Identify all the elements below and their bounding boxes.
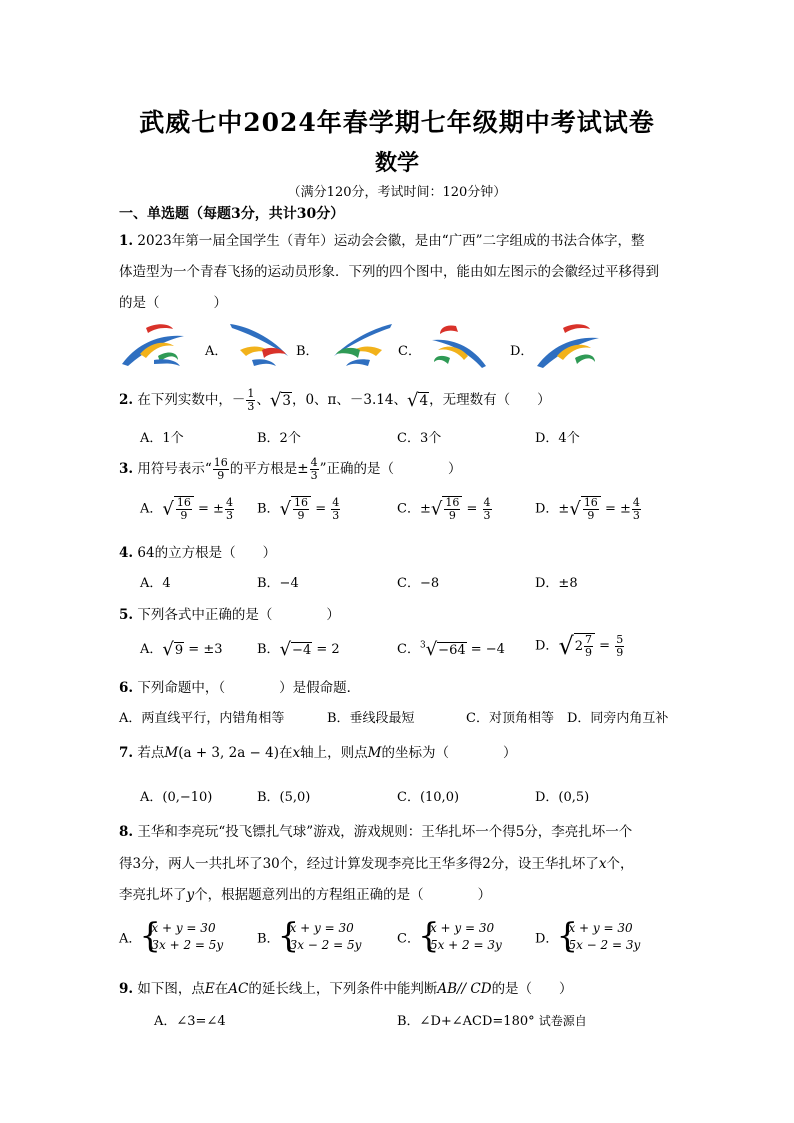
q5-d-den: 9 <box>585 646 593 659</box>
q3-option-b[interactable] <box>257 496 341 522</box>
q8-option-b[interactable] <box>257 920 361 954</box>
q2-option-d[interactable]: D．4个 <box>535 431 580 446</box>
q3-text-b: 的平方根是± <box>229 461 309 477</box>
q1-option-b-logo <box>328 320 394 370</box>
q5-a-rhs: = ±3 <box>188 642 223 657</box>
q7-axis: x <box>292 745 301 761</box>
q2-stem <box>119 388 551 413</box>
q4-number: 4. <box>119 545 134 561</box>
q8-text3a: 李亮扎坏了 <box>119 887 187 903</box>
q3-text-c: ”正确的是（ ） <box>319 461 462 477</box>
q7-text-c: 轴上，则点 <box>300 745 368 761</box>
q4-text: 64的立方根是（ ） <box>137 545 277 561</box>
q1-option-d-logo <box>533 320 601 370</box>
q8-a-label: A． <box>119 931 142 947</box>
q5-text: 下列各式中正确的是（ ） <box>137 607 340 623</box>
q6-text: 下列命题中，（ ）是假命题． <box>137 680 361 696</box>
q5-option-d[interactable]: D．√2 $\frac{7}{9}$ = $\frac{5}{9}$ <box>535 632 624 660</box>
q3-d-rnum: 4 <box>632 495 640 509</box>
q1-option-d[interactable]: D． <box>510 344 534 359</box>
q3-b-num: 16 <box>294 496 309 509</box>
exam-info: （满分120分，考试时间：120分钟） <box>287 185 507 200</box>
q2-option-c[interactable]: C．3个 <box>397 431 442 446</box>
q8-number: 8. <box>119 824 134 840</box>
q8-text2b: 个， <box>606 856 634 872</box>
q3-option-c[interactable] <box>397 496 493 522</box>
q9-option-a[interactable]: A．∠3=∠4 <box>154 1014 226 1029</box>
q9-number: 9. <box>119 981 134 997</box>
q2-sqrt-3: √3 <box>269 390 291 411</box>
q9-text-a: 如下图，点 <box>137 981 205 997</box>
q2-sqrt-4: √4 <box>407 390 429 411</box>
q3-d-num: 16 <box>583 496 598 509</box>
q5-option-b[interactable]: B．√−4 = 2 <box>257 639 340 660</box>
q5-d-label: D． <box>535 638 559 654</box>
q3-d-rden: 3 <box>632 508 640 522</box>
q8-line3 <box>119 883 491 903</box>
q8-var-y: y <box>186 887 195 903</box>
q3-a-num: 16 <box>176 496 191 509</box>
section-heading: 一、单选题（每题3分，共计30分） <box>119 206 345 222</box>
q2-option-b[interactable]: B．2个 <box>257 431 301 446</box>
q5-d-rden: 9 <box>616 645 624 659</box>
q1-option-c-logo <box>428 322 490 370</box>
q6-number: 6. <box>119 680 134 696</box>
q7-option-d[interactable]: D．(0,5) <box>535 790 590 805</box>
q8-c-eq1: { x + y = 30 <box>429 921 495 935</box>
q5-c-label: C． <box>397 642 420 657</box>
q8-d-eq1: { x + y = 30 <box>568 921 633 935</box>
q1-line1 <box>119 229 645 249</box>
q3-text-a: 用符号表示“ <box>137 461 212 477</box>
q3-d-label: D．± <box>535 501 570 517</box>
q5-d-rnum: 5 <box>616 632 624 646</box>
q3-b-sqrt: √ $\frac{16}{9}$ <box>280 496 311 522</box>
q3-c-rnum: 4 <box>483 495 491 509</box>
q3-b-den: 9 <box>297 509 305 522</box>
q3-a-label: A． <box>140 501 163 517</box>
q8-option-c[interactable] <box>397 920 502 954</box>
q8-d-label: D． <box>535 931 559 947</box>
q8-b-eq1: { x + y = 30 <box>289 921 354 935</box>
q8-a-system <box>141 920 223 954</box>
q7-point-2: M <box>367 745 382 761</box>
q5-b-radicand: −4 <box>292 642 312 658</box>
q7-option-a[interactable]: A．(0,−10) <box>140 790 213 805</box>
q3-d-mid: = ± <box>604 501 631 517</box>
q4-option-b[interactable]: B．−4 <box>257 576 299 591</box>
q1-option-c[interactable]: C． <box>398 344 421 359</box>
q6-option-c[interactable]: C．对顶角相等 <box>466 711 554 726</box>
q8-d-system <box>558 920 640 954</box>
q8-line1 <box>119 820 632 840</box>
q3-option-a[interactable] <box>140 496 235 522</box>
q4-option-d[interactable]: D．±8 <box>535 576 578 591</box>
q8-var-x: x <box>598 856 607 872</box>
q1-option-a-logo <box>228 320 293 370</box>
q5-a-label: A． <box>140 642 163 657</box>
q3-a-den: 9 <box>180 509 188 522</box>
q3-frac-16-9 <box>213 457 229 482</box>
q3-c-rden: 3 <box>483 508 491 522</box>
q1-line3: 的是（ ） <box>119 295 227 311</box>
q3-b-mid: = <box>315 501 327 517</box>
q9-line-ac: AC <box>228 981 249 997</box>
q1-line2: 体造型为一个青春飞扬的运动员形象．下列的四个图中，能由如左图示的会徽经过平移得到 <box>119 264 659 280</box>
q3-c-den: 9 <box>448 509 456 522</box>
q3-c-mid: = <box>466 501 478 517</box>
q8-c-eq2: 5x + 2 = 3y <box>429 938 502 952</box>
q8-text1: 王华和李亮玩“投飞镖扎气球”游戏，游戏规则：王华扎坏一个得5分，李亮扎坏一个 <box>137 824 633 840</box>
q5-c-rhs: = −4 <box>470 642 505 657</box>
exam-title: 武威七中2024年春学期七年级期中考试试卷 <box>139 108 655 137</box>
q5-option-c[interactable]: C．$^3$√−64 = −4 <box>397 639 505 660</box>
q3-frac2-num: 4 <box>310 456 318 469</box>
q5-number: 5. <box>119 607 134 623</box>
q2-text-d: ，无理数有（ ） <box>429 392 551 408</box>
q5-option-a[interactable]: A．√9 = ±3 <box>140 639 223 660</box>
q9-point-e: E <box>204 981 215 997</box>
q7-text-d: 的坐标为（ ） <box>381 745 517 761</box>
q8-a-eq2: 3x + 2 = 5y <box>151 938 224 952</box>
q3-d-sqrt: √ $\frac{16}{9}$ <box>569 496 600 522</box>
q3-a-mid: = ± <box>198 501 224 517</box>
q4-option-a[interactable]: A．4 <box>140 576 171 591</box>
q9-b-tail: 试卷源自 <box>538 1014 587 1028</box>
q6-option-d[interactable]: D．同旁内角互补 <box>567 711 669 726</box>
q1-text1: 2023年第一届全国学生（青年）运动会会徽，是由“广西”二字组成的书法合体字，整 <box>137 233 645 249</box>
q8-c-label: C． <box>397 931 420 947</box>
q7-option-b[interactable]: B．(5,0) <box>257 790 311 805</box>
q3-b-label: B． <box>257 501 280 517</box>
q8-b-system <box>280 920 362 954</box>
q5-a-radicand: 9 <box>174 642 184 658</box>
q2-option-a[interactable]: A．1个 <box>140 431 184 446</box>
q9-condition: AB// CD <box>437 981 492 997</box>
q5-b-rhs: = 2 <box>316 642 340 657</box>
q2-frac-den: 3 <box>247 400 255 413</box>
q5-d-int: 2 <box>574 639 584 654</box>
q3-c-num: 16 <box>445 496 460 509</box>
q2-sqrt-3-radicand: 3 <box>282 393 291 409</box>
q8-option-a[interactable] <box>119 920 223 954</box>
q7-option-c[interactable]: C．(10,0) <box>397 790 460 805</box>
q4-stem <box>119 541 276 561</box>
q7-coord: (a + 3, 2a − 4) <box>178 745 279 761</box>
q3-option-d[interactable] <box>535 496 642 522</box>
q2-text-a: 在下列实数中，－ <box>137 392 246 408</box>
q8-d-eq2: 5x − 2 = 3y <box>568 938 641 952</box>
q3-frac2-den: 3 <box>310 469 318 482</box>
q3-frac1-num: 16 <box>213 456 228 469</box>
q6-stem <box>119 676 360 696</box>
q5-b-label: B． <box>257 642 280 657</box>
q7-stem <box>119 741 516 761</box>
q3-d-den: 9 <box>587 509 595 522</box>
q2-fraction <box>246 388 255 413</box>
q8-line2 <box>119 852 633 872</box>
q2-number: 2. <box>119 392 134 408</box>
q3-number: 3. <box>119 461 134 477</box>
q8-text2a: 得3分，两人一共扎坏了30个，经过计算发现李亮比王华多得2分，设王华扎坏了 <box>119 856 599 872</box>
q9-stem <box>119 977 573 997</box>
q3-a-rden: 3 <box>225 508 233 522</box>
q8-c-system <box>420 920 502 954</box>
q3-stem <box>119 457 462 482</box>
q2-sqrt-4-radicand: 4 <box>419 393 429 409</box>
q1-option-a[interactable]: A． <box>205 344 228 359</box>
q3-frac1-den: 9 <box>217 469 225 482</box>
q1-number: 1. <box>119 233 134 249</box>
q7-number: 7. <box>119 745 134 761</box>
q5-stem <box>119 603 340 623</box>
q2-text-b: 、 <box>256 392 270 408</box>
q1-original-logo <box>118 320 188 370</box>
q8-option-d[interactable] <box>535 920 640 954</box>
q5-c-index: 3 <box>419 640 426 651</box>
q8-a-eq1: { x + y = 30 <box>151 921 216 935</box>
subject-title: 数学 <box>374 150 419 176</box>
q8-b-eq2: 3x − 2 = 5y <box>289 938 362 952</box>
q7-text-b: 在 <box>279 745 293 761</box>
q3-b-rnum: 4 <box>332 495 340 509</box>
q9-text-b: 在 <box>214 981 229 997</box>
q9-b-text: B．∠D+∠ACD=180° <box>397 1014 535 1029</box>
q3-c-label: C．± <box>397 501 431 517</box>
q3-a-rnum: 4 <box>225 495 233 509</box>
q5-c-radicand: −64 <box>438 642 466 658</box>
q3-a-sqrt: √ $\frac{16}{9}$ <box>162 496 193 522</box>
q7-point: M <box>164 745 179 761</box>
q4-option-c[interactable]: C．−8 <box>397 576 440 591</box>
q3-b-rden: 3 <box>332 508 340 522</box>
q2-text-c: ，0、π、－3.14、 <box>291 392 407 408</box>
q7-text-a: 若点 <box>137 745 165 761</box>
q6-option-a[interactable]: A．两直线平行，内错角相等 <box>119 711 285 726</box>
q5-d-mid: = <box>599 638 611 654</box>
q9-text-d: 的是（ ） <box>491 981 573 997</box>
q2-frac-num: 1 <box>247 387 255 400</box>
q9-text-c: 的延长线上，下列条件中能判断 <box>248 981 438 997</box>
q9-option-b[interactable] <box>397 1010 587 1029</box>
q8-text3b: 个，根据题意列出的方程组正确的是（ ） <box>194 887 492 903</box>
q8-b-label: B． <box>257 931 280 947</box>
q6-option-b[interactable]: B．垂线段最短 <box>327 711 415 726</box>
q1-option-b[interactable]: B． <box>296 344 319 359</box>
q5-d-num: 7 <box>585 633 593 646</box>
q3-c-sqrt: √ $\frac{16}{9}$ <box>431 496 462 522</box>
q3-frac-4-3 <box>310 457 319 482</box>
